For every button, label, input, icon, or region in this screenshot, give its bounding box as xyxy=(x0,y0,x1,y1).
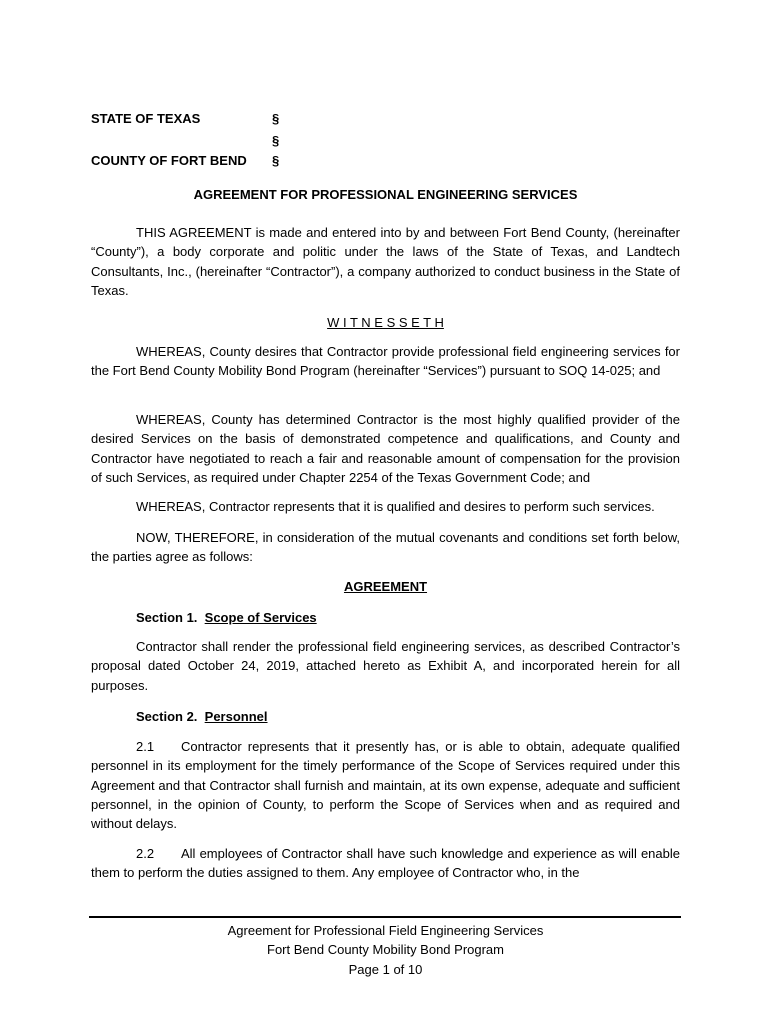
item-number: 2.2 xyxy=(136,846,155,861)
section2-item-1 xyxy=(91,737,680,833)
whereas-paragraph-1 xyxy=(91,342,680,381)
whereas-text: WHEREAS, County has determined Contractor is the most highly qualified provider of the desired Services on the basis of demonstrated competence and qualifications, and County and Contractor have negotiated to reach a fair and reasonable amount of compensation for the provision of such Services, as required under Chapter 2254 of the Texas Government Code; and xyxy=(91,412,680,485)
footer-program: Fort Bend County Mobility Bond Program xyxy=(267,942,504,957)
section2-label: Section 2. xyxy=(136,709,198,724)
section-mark-3: § xyxy=(272,153,280,168)
section1-title: Scope of Services xyxy=(204,610,317,625)
whereas-paragraph-2 xyxy=(91,410,680,487)
section-mark-2: § xyxy=(272,133,280,148)
item-text: All employees of Contractor shall have such knowledge and experience as will enable them to perform the duties assigned to them. Any employee of Contractor who, in the xyxy=(91,846,680,881)
section1-label: Section 1. xyxy=(136,610,198,625)
footer-title: Agreement for Professional Field Engineering Services xyxy=(227,923,544,938)
whereas-text: WHEREAS, County desires that Contractor provide professional field engineering services for the Fort Bend County Mobility Bond Program (hereinafter “Services”) pursuant to SOQ 14-025; and xyxy=(91,344,680,379)
item-text: Contractor represents that it presently has, or is able to obtain, adequate qualified personnel in its employment for the timely performance of the Scope of Services required under this Agreement and that Contractor shall furnish and maintain, at its own expense, adequate and sufficient personnel, in the opinion of County, to perform the Scope of Services when and as required and without delays. xyxy=(91,739,680,832)
whereas-text: WHEREAS, Contractor represents that it is qualified and desires to perform such services. xyxy=(136,499,655,514)
section1-text: Contractor shall render the professional field engineering services, as described Contractor’s proposal dated October 24, 2019, attached hereto as Exhibit A, and incorporated herein for all purposes. xyxy=(91,639,680,693)
page-number: Page 1 of 10 xyxy=(348,962,423,977)
intro-text: THIS AGREEMENT is made and entered into by and between Fort Bend County, (hereinafter “County”), a body corporate and politic under the laws of the State of Texas, and Landtech Consultants, Inc., (hereinafter “Contractor”), a company authorized to conduct business in the State of Texas. xyxy=(91,225,680,298)
document-title: AGREEMENT FOR PROFESSIONAL ENGINEERING SERVICES xyxy=(193,187,578,202)
section2-item-2 xyxy=(91,844,680,883)
item-number: 2.1 xyxy=(136,739,155,754)
agreement-heading: AGREEMENT xyxy=(343,579,428,594)
intro-paragraph xyxy=(91,223,680,300)
witnesseth-heading: W I T N E S S E T H xyxy=(327,315,444,330)
state-label: STATE OF TEXAS xyxy=(91,111,201,126)
now-therefore-paragraph xyxy=(91,528,680,567)
section1-heading xyxy=(136,608,317,627)
footer-divider xyxy=(89,916,681,918)
county-label: COUNTY OF FORT BEND xyxy=(91,153,247,168)
whereas-paragraph-3 xyxy=(91,497,680,516)
now-therefore-text: NOW, THEREFORE, in consideration of the mutual covenants and conditions set forth below, the parties agree as follows: xyxy=(91,530,680,565)
section2-title: Personnel xyxy=(204,709,268,724)
section-mark-1: § xyxy=(272,111,280,126)
section2-heading xyxy=(136,707,268,726)
section1-paragraph xyxy=(91,637,680,695)
